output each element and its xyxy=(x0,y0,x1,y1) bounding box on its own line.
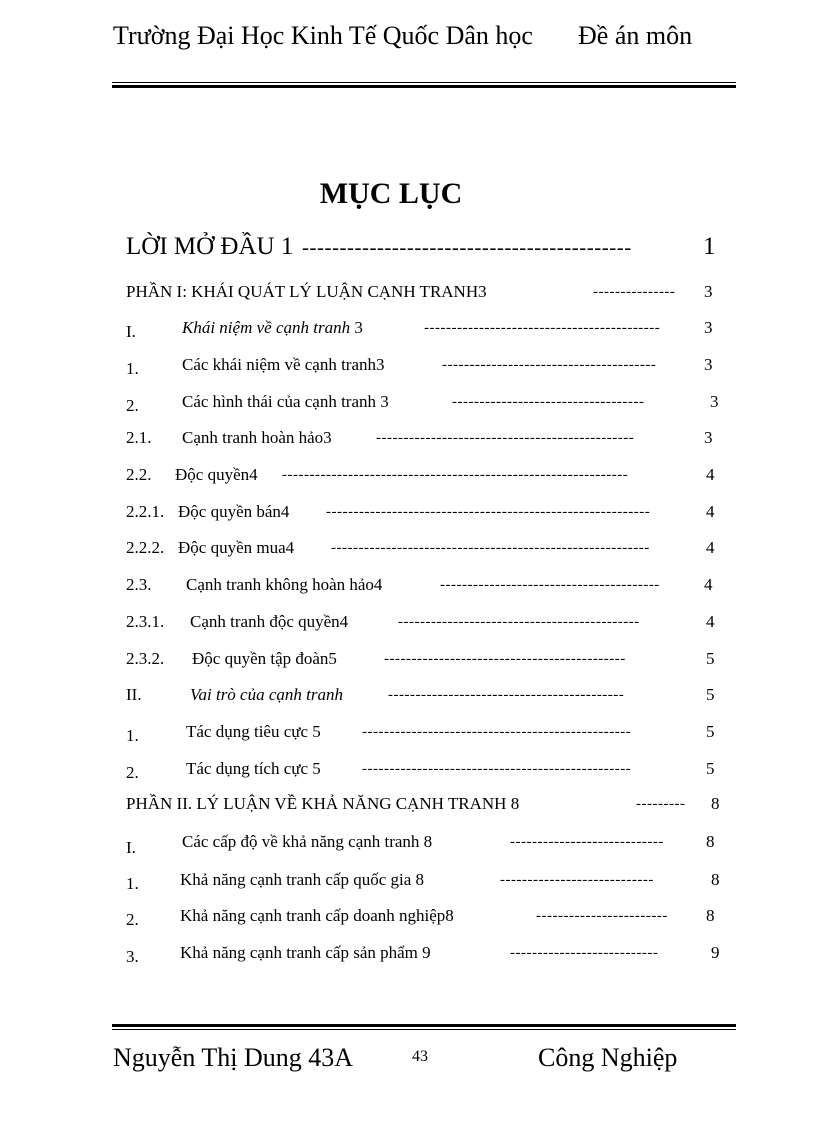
toc-entry-number: 2.3.1. xyxy=(126,612,165,631)
toc-entry-section-2 xyxy=(0,683,816,713)
toc-entry-leader: ---------------------------------------- xyxy=(440,577,660,593)
toc-entry-page: 5 xyxy=(706,649,715,668)
toc-entry-leader: ----------------------------------- xyxy=(452,394,645,410)
toc-entry-leader: ------------------------ xyxy=(536,908,668,924)
toc-entry-leader: ------------------------------------------- xyxy=(424,320,661,336)
toc-entry xyxy=(0,463,816,493)
header-rule-thin xyxy=(112,82,736,83)
page-title: MỤC LỤC xyxy=(319,177,463,210)
toc-entry-number: 1. xyxy=(126,726,139,745)
toc-entry-text: Khả năng cạnh tranh cấp sản phẩm 9 xyxy=(180,943,431,962)
toc-entry-page: 4 xyxy=(706,612,715,631)
toc-entry-number: II. xyxy=(126,685,142,704)
toc-entry-leader: --------------------------------------- xyxy=(442,357,657,373)
toc-entry-leader: ------------------------------------------------- xyxy=(362,761,632,777)
toc-entry-text: Độc quyền4 xyxy=(175,465,258,484)
toc-entry-intro xyxy=(0,232,816,262)
toc-entry-leader: -------------------------------------------- xyxy=(384,651,626,667)
toc-entry xyxy=(0,500,816,530)
toc-entry-number: 2.2. xyxy=(126,465,152,484)
header-rule-thick xyxy=(112,85,736,88)
toc-entry-number: 2.3.2. xyxy=(126,649,165,668)
toc-entry-number: 2. xyxy=(126,396,139,415)
toc-entry-number: 1. xyxy=(126,359,139,378)
toc-entry-leader: -------------------------------------------- xyxy=(302,235,632,259)
toc-entry-part-1 xyxy=(0,280,816,310)
toc-entry-page: 8 xyxy=(706,906,715,925)
toc-entry-text: LỜI MỞ ĐẦU 1 xyxy=(126,233,294,260)
toc-entry-number: I. xyxy=(126,322,136,341)
toc-entry-leader: -------------------------------------------- xyxy=(398,614,640,630)
header-right-text: Đề án môn xyxy=(578,21,693,50)
toc-entry-italic: Khái niệm về cạnh tranh xyxy=(182,318,351,337)
toc-entry xyxy=(0,390,816,420)
toc-entry-text xyxy=(182,316,363,340)
toc-entry-page: 8 xyxy=(706,832,715,851)
toc-entry xyxy=(0,353,816,383)
toc-entry-page: 1 xyxy=(703,233,716,260)
toc-entry-text: Cạnh tranh không hoàn hảo4 xyxy=(186,575,383,594)
toc-entry xyxy=(0,757,816,787)
toc-entry-text: Cạnh tranh độc quyền4 xyxy=(190,612,349,631)
toc-entry-leader: ----------------------------------------------------------- xyxy=(326,504,651,520)
toc-entry-page: 8 xyxy=(711,870,720,889)
toc-entry-page: 5 xyxy=(706,759,715,778)
toc-entry-page: 3 xyxy=(704,355,713,374)
toc-entry-text: Các cấp độ về khả năng cạnh tranh 8 xyxy=(182,832,433,851)
toc-entry-text: Khả năng cạnh tranh cấp quốc gia 8 xyxy=(180,870,425,889)
footer-rule-thick xyxy=(112,1024,736,1027)
footer-department: Công Nghiệp xyxy=(538,1043,678,1072)
toc-entry-page: 8 xyxy=(711,794,720,813)
toc-entry xyxy=(0,647,816,677)
toc-entry-text: Khả năng cạnh tranh cấp doanh nghiệp8 xyxy=(180,906,454,925)
toc-entry-text: Độc quyền tập đoàn5 xyxy=(192,649,337,668)
toc-entry-number: 3. xyxy=(126,947,139,966)
toc-entry-text: Các hình thái của cạnh tranh 3 xyxy=(182,392,389,411)
toc-entry-leader: ------------------------------------------- xyxy=(388,687,625,703)
toc-entry xyxy=(0,904,816,934)
toc-entry-page: 3 xyxy=(704,428,713,447)
toc-entry-part-2 xyxy=(0,792,816,822)
toc-entry xyxy=(0,316,816,346)
toc-entry-number: 2. xyxy=(126,910,139,929)
toc-entry-number: 2. xyxy=(126,763,139,782)
toc-entry-page: 5 xyxy=(706,722,715,741)
toc-entry-text: PHẦN II. LÝ LUẬN VỀ KHẢ NĂNG CẠNH TRANH 8 xyxy=(126,794,520,813)
toc-entry xyxy=(0,573,816,603)
toc-entry-leader: ----------------------------------------------- xyxy=(376,430,635,446)
toc-entry-leader: --------- xyxy=(636,796,686,812)
footer-page-number: 43 xyxy=(412,1048,428,1065)
toc-entry xyxy=(0,720,816,750)
toc-entry-page: 3 xyxy=(704,282,713,301)
toc-entry-page: 3 xyxy=(704,318,713,337)
toc-entry-leader: ---------------------------- xyxy=(510,834,664,850)
toc-entry-page: 4 xyxy=(706,538,715,557)
toc-entry-number: 2.2.2. xyxy=(126,538,165,557)
toc-entry-leader: --------------- xyxy=(593,284,676,300)
toc-entry-page: 4 xyxy=(704,575,713,594)
header-left-text: Trường Đại Học Kinh Tế Quốc Dân học xyxy=(113,21,533,50)
toc-entry-section-1 xyxy=(0,830,816,860)
toc-entry-text: Tác dụng tích cực 5 xyxy=(186,759,321,778)
toc-entry-leader: --------------------------- xyxy=(510,945,659,961)
toc-entry xyxy=(0,426,816,456)
toc-entry-suffix: 3 xyxy=(350,318,363,337)
toc-entry-leader: ------------------------------------------------- xyxy=(362,724,632,740)
toc-entry-number: 2.3. xyxy=(126,575,152,594)
toc-entry-number: 2.1. xyxy=(126,428,152,447)
toc-entry-text: Các khái niệm về cạnh tranh3 xyxy=(182,355,385,374)
toc-entry-text: PHẦN I: KHÁI QUÁT LÝ LUẬN CẠNH TRANH3 xyxy=(126,282,487,301)
toc-entry-page: 9 xyxy=(711,943,720,962)
toc-entry-leader: --------------------------------------------------------------- xyxy=(282,467,629,483)
toc-entry-text: Cạnh tranh hoàn hảo3 xyxy=(182,428,332,447)
footer-author: Nguyễn Thị Dung 43A xyxy=(113,1043,354,1072)
toc-entry-number: I. xyxy=(126,838,136,857)
toc-entry-number: 2.2.1. xyxy=(126,502,165,521)
toc-entry-text: Vai trò của cạnh tranh xyxy=(190,685,343,704)
toc-entry xyxy=(0,536,816,566)
toc-entry-page: 4 xyxy=(706,465,715,484)
toc-entry-text: Độc quyền mua4 xyxy=(178,538,295,557)
footer-rule-thin xyxy=(112,1029,736,1030)
toc-entry-leader: ---------------------------- xyxy=(500,872,654,888)
toc-entry xyxy=(0,610,816,640)
toc-entry-leader: ---------------------------------------------------------- xyxy=(331,540,650,556)
toc-entry-page: 5 xyxy=(706,685,715,704)
toc-entry-number: 1. xyxy=(126,874,139,893)
toc-entry-text: Tác dụng tiêu cực 5 xyxy=(186,722,321,741)
toc-entry xyxy=(0,941,816,971)
toc-entry xyxy=(0,868,816,898)
toc-entry-page: 4 xyxy=(706,502,715,521)
toc-entry-page: 3 xyxy=(710,392,719,411)
toc-entry-text: Độc quyền bán4 xyxy=(178,502,290,521)
